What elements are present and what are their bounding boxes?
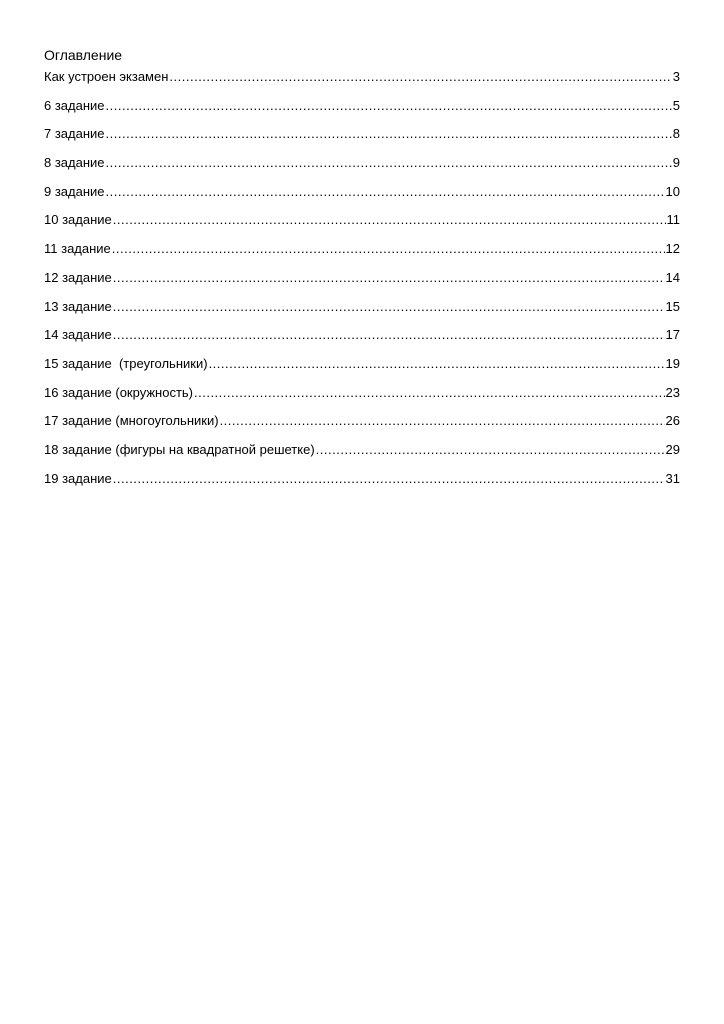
toc-entry[interactable] (44, 442, 680, 471)
toc-entry-page: 14 (665, 269, 680, 285)
toc-entry-page: 26 (665, 413, 680, 429)
toc-entry-page: 15 (665, 298, 680, 314)
toc-dot-leader (113, 299, 665, 315)
toc-entry[interactable] (44, 385, 680, 414)
toc-entry-title: Как устроен экзамен (44, 69, 169, 84)
toc-entry[interactable] (44, 212, 680, 241)
toc-entry-page: 8 (672, 126, 680, 142)
table-of-contents (44, 46, 680, 499)
toc-dot-leader (113, 270, 665, 286)
toc-entry-title: 14 задание (44, 327, 112, 343)
toc-entry-title: 18 задание (фигуры на квадратной решетке) (44, 441, 315, 457)
toc-entry-page: 5 (672, 97, 680, 113)
toc-entry-page: 17 (665, 327, 680, 343)
toc-entry-title: 8 задание (44, 155, 105, 171)
toc-entry-page: 10 (665, 183, 680, 199)
toc-entry-title: 12 задание (44, 269, 112, 285)
toc-dot-leader (113, 212, 666, 228)
toc-entry-title: 17 задание (многоугольники) (44, 413, 219, 429)
toc-entry-title: 16 задание (окружность) (44, 384, 193, 400)
toc-entry-page: 9 (672, 155, 680, 171)
toc-entry[interactable] (44, 241, 680, 270)
toc-entry[interactable] (44, 155, 680, 184)
toc-entry-title: 7 задание (44, 126, 105, 142)
toc-entry[interactable] (44, 327, 680, 356)
toc-entry-page: 29 (665, 441, 680, 457)
toc-dot-leader (194, 385, 665, 401)
toc-entry[interactable] (44, 126, 680, 155)
toc-entry-page: 31 (665, 470, 680, 486)
toc-entry-page: 11 (666, 212, 680, 228)
toc-dot-leader (169, 69, 671, 85)
toc-heading: Оглавление (44, 47, 123, 63)
toc-dot-leader (113, 471, 665, 487)
toc-dot-leader (106, 98, 672, 114)
toc-entry[interactable] (44, 69, 680, 98)
toc-entry[interactable] (44, 471, 680, 500)
toc-dot-leader (220, 413, 665, 429)
toc-entry-page: 3 (672, 69, 680, 84)
toc-dot-leader (209, 356, 665, 372)
toc-dot-leader (106, 155, 672, 171)
toc-entry[interactable] (44, 356, 680, 385)
toc-entry-page: 12 (665, 241, 680, 257)
toc-entry-page: 23 (665, 384, 680, 400)
toc-dot-leader (106, 184, 665, 200)
toc-dot-leader (113, 327, 665, 343)
toc-dot-leader (112, 241, 665, 257)
toc-entry-page: 19 (665, 355, 680, 371)
toc-entry[interactable] (44, 299, 680, 328)
toc-entry[interactable] (44, 184, 680, 213)
toc-entry-title: 15 задание (треугольники) (44, 355, 208, 371)
toc-entry-title: 11 задание (44, 241, 111, 257)
toc-entry-title: 6 задание (44, 97, 105, 113)
toc-dot-leader (106, 126, 672, 142)
toc-entry[interactable] (44, 413, 680, 442)
toc-entry-title: 10 задание (44, 212, 112, 228)
toc-entry[interactable] (44, 98, 680, 127)
toc-entry-title: 9 задание (44, 183, 105, 199)
toc-entry[interactable] (44, 270, 680, 299)
toc-dot-leader (316, 442, 665, 458)
toc-entry-title: 13 задание (44, 298, 112, 314)
toc-entry-title: 19 задание (44, 470, 112, 486)
toc-list (44, 69, 680, 499)
